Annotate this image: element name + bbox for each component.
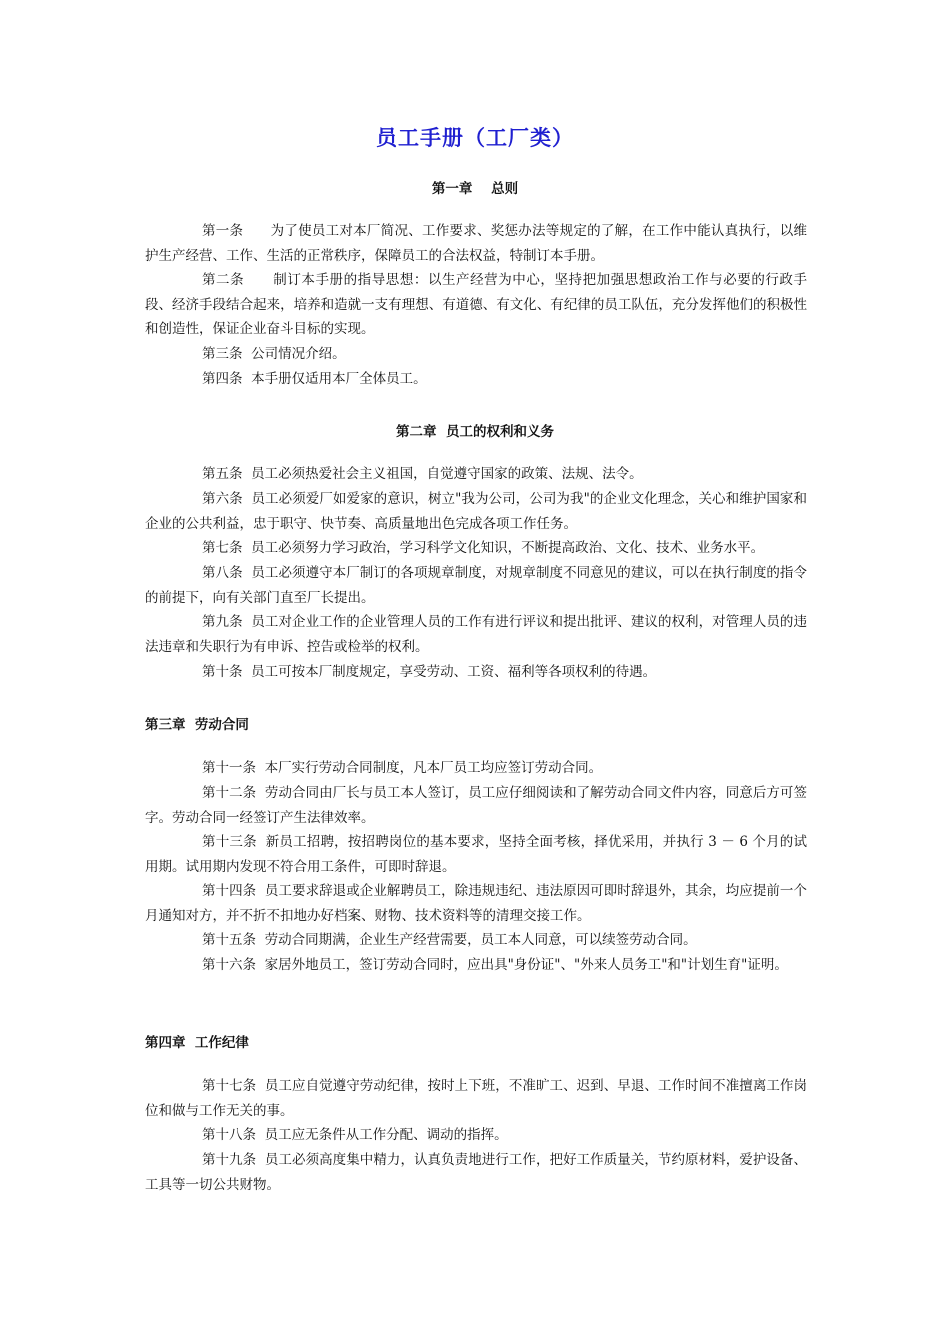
article-19: 第十九条 员工必须高度集中精力，认真负责地进行工作，把好工作质量关，节约原材料，爱护设备、工具等一切公共财物。 xyxy=(145,1152,807,1193)
article-17: 第十七条 员工应自觉遵守劳动纪律，按时上下班，不准旷工、迟到、早退、工作时间不准擅离工作岗位和做与工作无关的事。 xyxy=(145,1078,807,1119)
chapter-heading-3: 第三章 劳动合同 xyxy=(145,717,249,733)
chapter-heading-2: 第二章 员工的权利和义务 xyxy=(396,424,554,440)
article-18: 第十八条 员工应无条件从工作分配、调动的指挥。 xyxy=(202,1127,508,1143)
article-5: 第五条 员工必须热爱社会主义祖国，自觉遵守国家的政策、法规、法令。 xyxy=(202,466,643,482)
article-8: 第八条 员工必须遵守本厂制订的各项规章制度，对规章制度不同意见的建议，可以在执行制度的指令的前提下，向有关部门直至厂长提出。 xyxy=(145,565,807,606)
document-title: 员工手册（工厂类） xyxy=(376,126,574,150)
article-2: 第二条 制订本手册的指导思想：以生产经营为中心，坚持把加强思想政治工作与必要的行政手段、经济手段结合起来，培养和造就一支有理想、有道德、有文化、有纪律的员工队伍，充分发挥他们的积极性和创造性，保证企业奋斗目标的实现。 xyxy=(145,272,807,337)
article-10: 第十条 员工可按本厂制度规定，享受劳动、工资、福利等各项权利的待遇。 xyxy=(202,664,657,680)
chapter-heading-1: 第一章 总则 xyxy=(431,181,519,197)
article-14: 第十四条 员工要求辞退或企业解聘员工，除违规违纪、违法原因可即时辞退外，其余，均应提前一个月通知对方，并不折不扣地办好档案、财物、技术资料等的清理交接工作。 xyxy=(145,883,807,924)
article-3: 第三条 公司情况介绍。 xyxy=(202,346,346,362)
article-4: 第四条 本手册仅适用本厂全体员工。 xyxy=(202,371,427,387)
article-9: 第九条 员工对企业工作的企业管理人员的工作有进行评议和提出批评、建议的权利，对管理人员的违法违章和失职行为有申诉、控告或检举的权利。 xyxy=(145,614,807,655)
chapter-heading-4: 第四章 工作纪律 xyxy=(145,1035,249,1051)
article-11: 第十一条 本厂实行劳动合同制度，凡本厂员工均应签订劳动合同。 xyxy=(202,760,603,776)
article-7: 第七条 员工必须努力学习政治，学习科学文化知识，不断提高政治、文化、技术、业务水平。 xyxy=(202,540,765,556)
article-6: 第六条 员工必须爱厂如爱家的意识，树立"我为公司，公司为我"的企业文化理念，关心和维护国家和企业的公共利益，忠于职守、快节奏、高质量地出色完成各项工作任务。 xyxy=(145,491,807,532)
article-13: 第十三条 新员工招聘，按招聘岗位的基本要求，坚持全面考核，择优采用，并执行 3 － 6 个月的试用期。试用期内发现不符合用工条件，可即时辞退。 xyxy=(145,834,807,875)
article-12: 第十二条 劳动合同由厂长与员工本人签订，员工应仔细阅读和了解劳动合同文件内容，同意后方可签字。劳动合同一经签订产生法律效率。 xyxy=(145,785,807,826)
article-16: 第十六条 家居外地员工，签订劳动合同时，应出具"身份证"、"外来人员务工"和"计划生育"证明。 xyxy=(202,957,788,973)
article-15: 第十五条 劳动合同期满，企业生产经营需要，员工本人同意，可以续签劳动合同。 xyxy=(202,932,697,948)
article-1: 第一条 为了使员工对本厂简况、工作要求、奖惩办法等规定的了解，在工作中能认真执行，以维护生产经营、工作、生活的正常秩序，保障员工的合法权益，特制订本手册。 xyxy=(145,223,807,264)
